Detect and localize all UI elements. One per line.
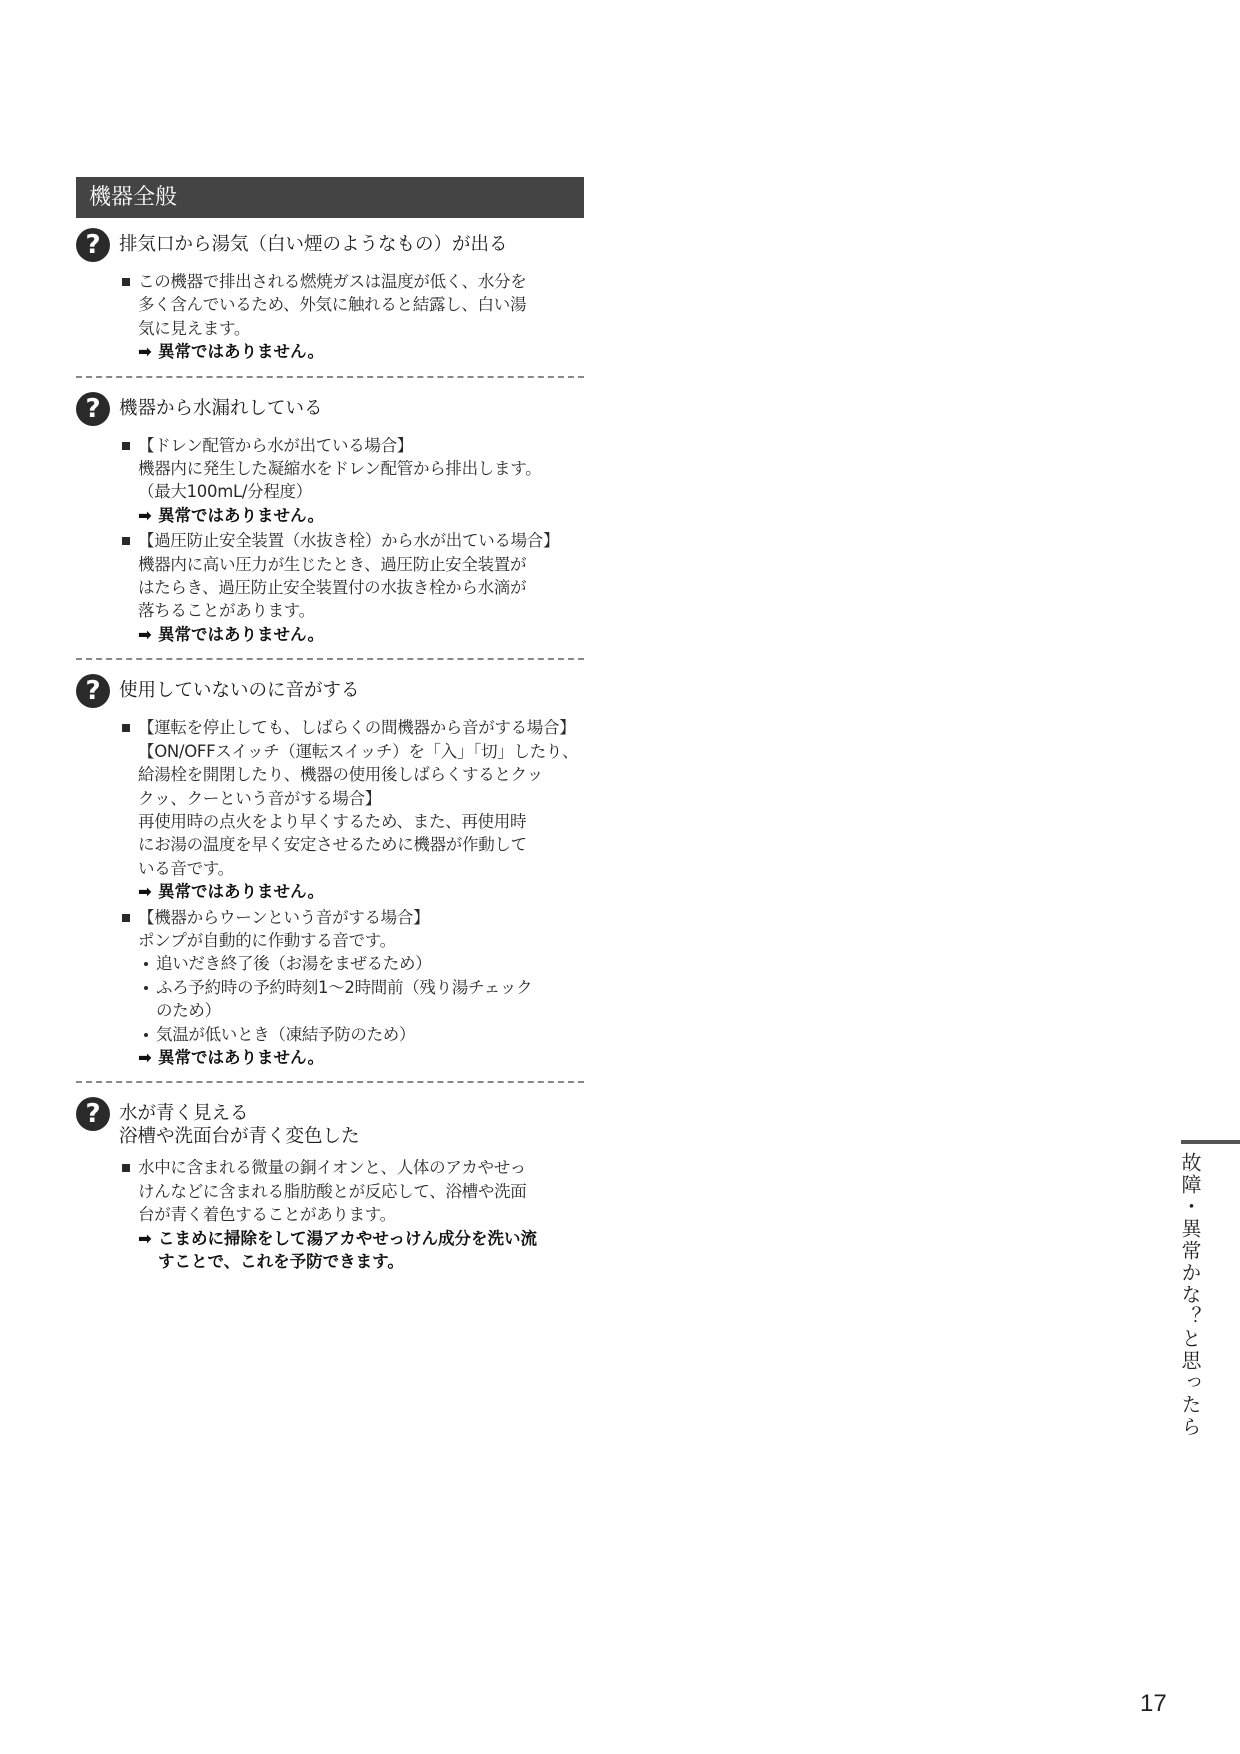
answer-item <box>122 434 584 528</box>
answer-text: ポンプが自動的に作動する音です。 <box>138 930 396 950</box>
answer-item <box>122 716 584 903</box>
answer-text: 【運転を停止しても、しばらくの間機器から音がする場合】 <box>138 718 576 738</box>
answer-text: いる音です。 <box>138 858 234 878</box>
qa-item <box>76 228 584 364</box>
conclusion-label: 異常ではありません。 <box>158 882 324 902</box>
answer-list <box>76 270 584 364</box>
arrow-right-icon: ➡ <box>138 505 152 525</box>
sub-bullet-text: のため） <box>156 1001 221 1021</box>
answer-text: この機器で排出される燃焼ガスは温度が低く、水分を <box>138 272 527 291</box>
conclusion-text <box>138 1227 584 1250</box>
answer-text: はたらき、過圧防止安全装置付の水抜き栓から水滴が <box>138 578 527 598</box>
answer-item <box>122 529 584 646</box>
question-title: 使用していないのに音がする <box>119 680 360 702</box>
dashed-divider <box>76 1081 584 1083</box>
answer-text: クッ、クーという音がする場合】 <box>138 788 382 808</box>
question-row <box>76 674 584 708</box>
sub-bullet-item <box>138 976 584 1023</box>
conclusion-label: 異常ではありません。 <box>158 1047 324 1067</box>
section-title: 機器全般 <box>76 177 584 218</box>
conclusion-label: すことで、これを予防できます。 <box>158 1252 404 1271</box>
question-icon: ? <box>76 1097 110 1131</box>
conclusion-text <box>138 504 584 527</box>
answer-text: 【ドレン配管から水が出ている場合】 <box>138 435 413 455</box>
conclusion-text <box>138 880 584 903</box>
arrow-right-icon: ➡ <box>138 624 152 644</box>
answer-text: （最大100mL/分程度） <box>138 482 312 502</box>
answer-list <box>76 716 584 1069</box>
answer-list <box>76 434 584 647</box>
question-icon: ? <box>76 392 110 426</box>
answer-text: 機器内に高い圧力が生じたとき、過圧防止安全装置が <box>138 554 527 574</box>
answer-text: けんなどに含まれる脂肪酸とが反応して、浴槽や洗面 <box>138 1181 527 1201</box>
answer-text: にお湯の温度を早く安定させるために機器が作動して <box>138 835 527 855</box>
answer-text: 多く含んでいるため、外気に触れると結露し、白い湯 <box>138 295 527 315</box>
conclusion-label: こまめに掃除をして湯アカやせっけん成分を洗い流 <box>158 1228 538 1248</box>
qa-item <box>76 392 584 647</box>
question-title: 機器から水漏れしている <box>119 397 323 419</box>
question-row <box>76 392 584 426</box>
conclusion-text <box>138 1046 584 1069</box>
answer-text: 台が青く着色することがあります。 <box>138 1205 396 1225</box>
answer-text: 落ちることがあります。 <box>138 601 315 621</box>
dashed-divider <box>76 658 584 660</box>
conclusion-label: 異常ではありません。 <box>158 342 324 362</box>
qa-item <box>76 1097 584 1273</box>
question-icon: ? <box>76 228 110 262</box>
arrow-right-icon: ➡ <box>138 1047 152 1067</box>
sub-bullet-text: 気温が低いとき（凍結予防のため） <box>156 1024 416 1044</box>
sub-bullet-item <box>138 1023 584 1046</box>
question-row <box>76 228 584 262</box>
conclusion-text <box>138 1250 584 1273</box>
answer-text: 【過圧防止安全装置（水抜き栓）から水が出ている場合】 <box>138 531 560 551</box>
answer-item <box>122 1156 584 1273</box>
conclusion-text <box>138 623 584 646</box>
arrow-right-icon: ➡ <box>138 882 152 902</box>
sub-bullet-text: 追いだき終了後（お湯をまぜるため） <box>156 954 432 974</box>
qa-item <box>76 674 584 1069</box>
question-icon: ? <box>76 674 110 708</box>
answer-text: 気に見えます。 <box>138 318 251 338</box>
chapter-tab-bar <box>1181 1140 1240 1144</box>
answer-text: 水中に含まれる微量の銅イオンと、人体のアカやせっ <box>138 1158 526 1178</box>
answer-item <box>122 906 584 1070</box>
answer-text: 【機器からウーンという音がする場合】 <box>138 907 430 927</box>
sub-bullet-text: ふろ予約時の予約時刻1〜2時間前（残り湯チェック <box>156 977 533 997</box>
answer-item <box>122 270 584 364</box>
chapter-label: 故障・異常かな？と思ったら <box>1178 1152 1202 1438</box>
dashed-divider <box>76 376 584 378</box>
arrow-right-icon: ➡ <box>138 1228 152 1248</box>
arrow-right-icon: ➡ <box>138 342 152 362</box>
question-row <box>76 1097 584 1148</box>
answer-text: 給湯栓を開閉したり、機器の使用後しばらくするとクッ <box>138 765 544 785</box>
question-title: 排気口から湯気（白い煙のようなもの）が出る <box>119 234 508 255</box>
conclusion-text <box>138 340 584 363</box>
answer-text: 【ON/OFFスイッチ（運転スイッチ）を「入」「切」したり、 <box>138 741 579 761</box>
conclusion-label: 異常ではありません。 <box>158 624 324 644</box>
question-title: 浴槽や洗面台が青く変色した <box>119 1126 360 1148</box>
conclusion-label: 異常ではありません。 <box>158 505 324 525</box>
page-number: 17 <box>1140 1690 1167 1717</box>
answer-text: 機器内に発生した凝縮水をドレン配管から排出します。 <box>138 459 542 479</box>
qa-list <box>76 228 584 1275</box>
sub-bullet-item <box>138 952 584 975</box>
question-title: 水が青く見える <box>119 1103 249 1125</box>
answer-list <box>76 1156 584 1273</box>
answer-text: 再使用時の点火をより早くするため、また、再使用時 <box>138 811 527 831</box>
